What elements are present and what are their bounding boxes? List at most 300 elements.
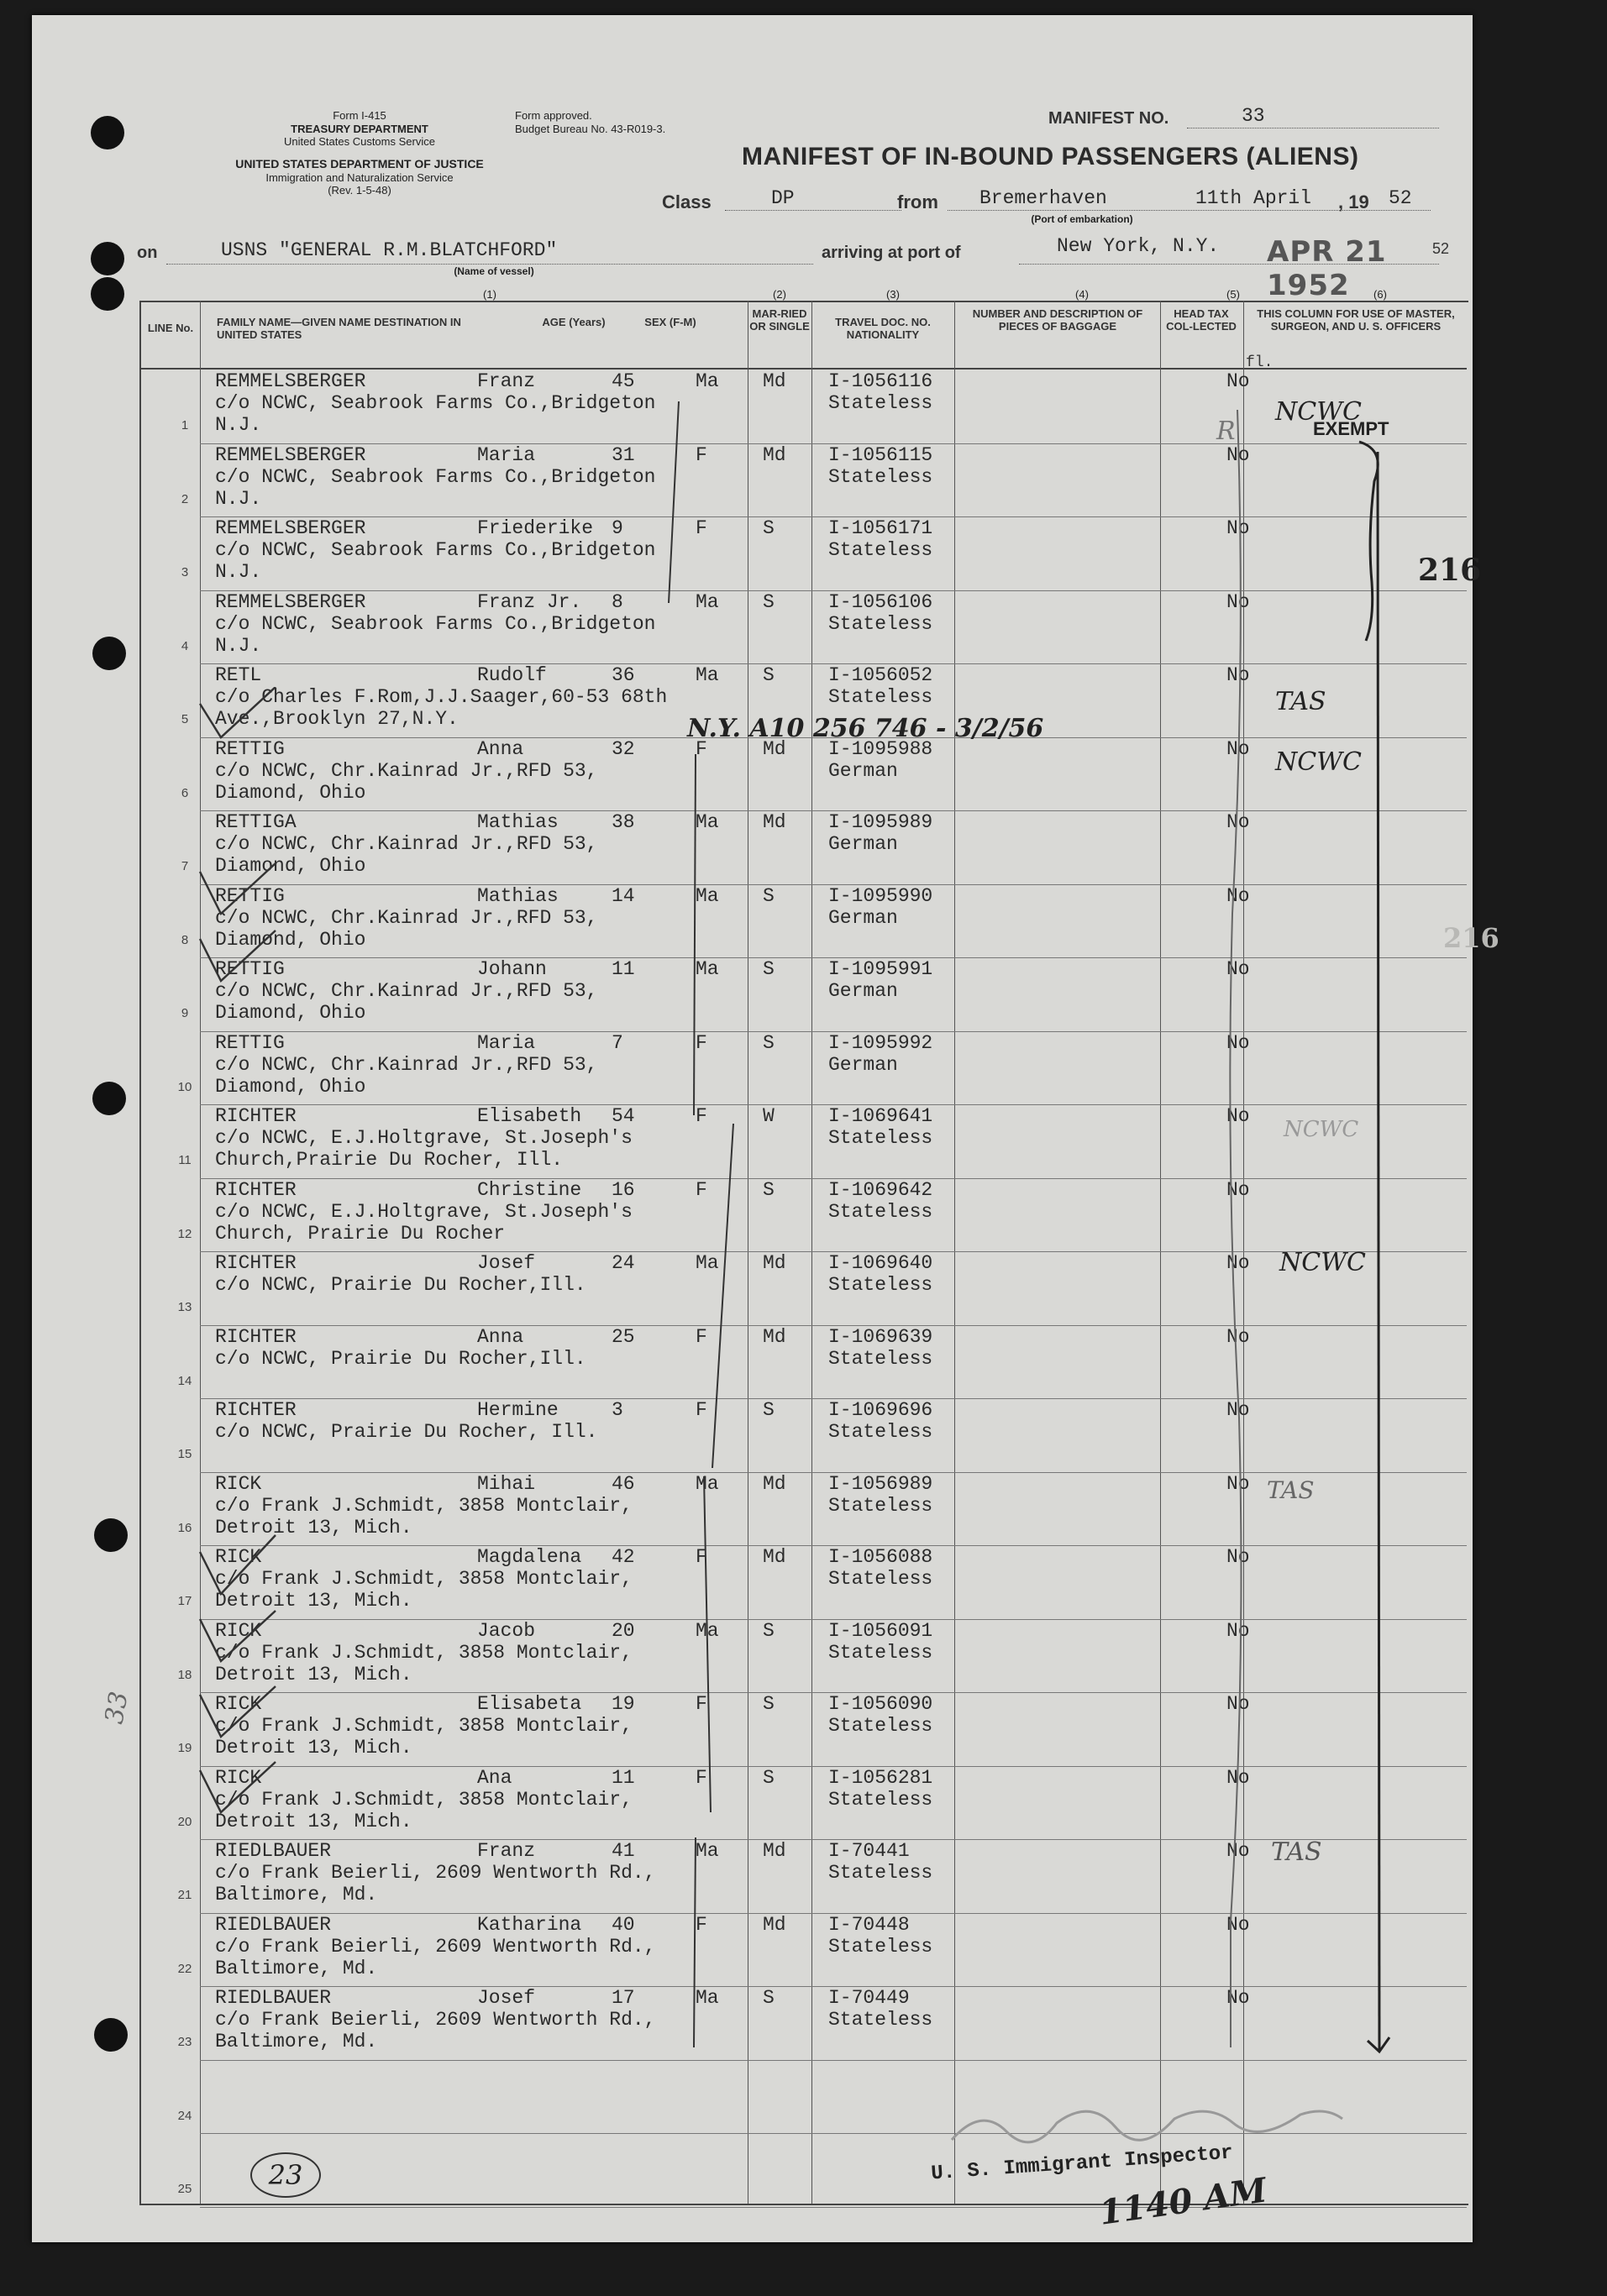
nationality: Stateless — [828, 1421, 933, 1443]
family-name: RICK — [215, 1472, 262, 1495]
vessel-name: USNS "GENERAL R.M.BLATCHFORD" — [221, 239, 558, 261]
sex: F — [696, 443, 707, 466]
given-name: Maria — [477, 443, 536, 466]
row-rule — [200, 2060, 1467, 2061]
class-value: DP — [771, 187, 795, 209]
manifest-title: MANIFEST OF IN-BOUND PASSENGERS (ALIENS) — [742, 143, 1359, 170]
sex: F — [696, 1105, 707, 1127]
family-name: RETTIG — [215, 884, 285, 907]
sex: F — [696, 1693, 707, 1715]
destination-line-1: c/o NCWC, Prairie Du Rocher, Ill. — [215, 1421, 598, 1443]
sex: F — [696, 1766, 707, 1789]
sex: F — [696, 1178, 707, 1201]
sex: Ma — [696, 370, 719, 392]
header-fl-mark: fl. — [1246, 354, 1274, 371]
age: 54 — [612, 1105, 635, 1127]
sex: Ma — [696, 958, 719, 980]
nationality: Stateless — [828, 612, 933, 635]
marital-status: Md — [763, 443, 786, 466]
sex: Ma — [696, 811, 719, 833]
family-name: RETTIG — [215, 958, 285, 980]
destination-line-1: c/o NCWC, Chr.Kainrad Jr.,RFD 53, — [215, 833, 598, 855]
age: 41 — [612, 1840, 635, 1862]
given-name: Josef — [477, 1252, 536, 1274]
line-number: 22 — [177, 1961, 192, 1976]
line-number: 13 — [177, 1300, 192, 1314]
line-number: 8 — [181, 932, 189, 947]
given-name: Friederike — [477, 517, 594, 539]
ins-service: Immigration and Naturalization Service — [265, 171, 454, 184]
col-num-4: (4) — [1075, 288, 1089, 301]
marital-status: S — [763, 1031, 775, 1054]
marital-status: S — [763, 1619, 775, 1642]
line-number: 24 — [177, 2108, 192, 2123]
age: 11 — [612, 958, 635, 980]
marital-status: S — [763, 1766, 775, 1789]
nationality: Stateless — [828, 1935, 933, 1958]
destination-line-2: Detroit 13, Mich. — [215, 1516, 412, 1539]
nationality: Stateless — [828, 1494, 933, 1517]
sex: F — [696, 517, 707, 539]
head-tax: No — [1226, 1031, 1250, 1054]
head-tax: No — [1226, 517, 1250, 539]
marital-status: Md — [763, 370, 786, 392]
line-number: 6 — [181, 785, 189, 800]
nationality: Stateless — [828, 1788, 933, 1811]
travel-doc-no: I-1069696 — [828, 1399, 933, 1421]
age: 19 — [612, 1693, 635, 1715]
destination-line-1: c/o NCWC, Chr.Kainrad Jr.,RFD 53, — [215, 759, 598, 782]
family-brackets — [654, 393, 754, 2056]
destination-line-2: Detroit 13, Mich. — [215, 1663, 412, 1685]
marital-status: S — [763, 590, 775, 613]
punch-hole — [91, 277, 124, 311]
travel-doc-no: I-1095989 — [828, 811, 933, 833]
line-number: 15 — [177, 1447, 192, 1461]
header-travel-doc: TRAVEL DOC. NO. NATIONALITY — [835, 316, 931, 341]
manifest-table — [139, 301, 1468, 2205]
age: 46 — [612, 1472, 635, 1495]
col-num-2: (2) — [773, 288, 786, 301]
marital-status: Md — [763, 1472, 786, 1495]
line-number: 25 — [177, 2182, 192, 2196]
manifest-no-label: MANIFEST NO. — [1048, 109, 1169, 128]
age: 17 — [612, 1987, 635, 2009]
ncwc-mark-3: NCWC — [1284, 1117, 1359, 1142]
r-mark: R — [1216, 417, 1236, 446]
family-name: RICHTER — [215, 1399, 297, 1421]
age: 25 — [612, 1325, 635, 1348]
sex: F — [696, 1546, 707, 1568]
head-tax: No — [1226, 958, 1250, 980]
sex: Ma — [696, 1840, 719, 1862]
given-name: Katharina — [477, 1913, 582, 1936]
line-number: 17 — [177, 1594, 192, 1608]
line-number: 5 — [181, 712, 189, 726]
nationality: Stateless — [828, 686, 933, 708]
head-tax: No — [1226, 1619, 1250, 1642]
family-name: RICHTER — [215, 1105, 297, 1127]
travel-doc-no: I-70441 — [828, 1840, 910, 1862]
header-married: MAR-RIED OR SINGLE — [749, 307, 810, 333]
revision: (Rev. 1-5-48) — [328, 184, 391, 197]
destination-line-1: c/o NCWC, Seabrook Farms Co.,Bridgeton — [215, 465, 656, 488]
head-tax: No — [1226, 590, 1250, 613]
check-marks — [183, 687, 301, 2031]
alien-registration-note: N.Y. A10 256 746 - 3/2/56 — [687, 714, 1044, 743]
sex: F — [696, 1399, 707, 1421]
nationality: Stateless — [828, 465, 933, 488]
nationality: Stateless — [828, 1862, 933, 1884]
head-tax: No — [1226, 443, 1250, 466]
customs-service: United States Customs Service — [284, 135, 435, 148]
family-name: RETTIG — [215, 1031, 285, 1054]
marital-status: S — [763, 1693, 775, 1715]
line-number: 2 — [181, 491, 189, 506]
age: 32 — [612, 737, 635, 760]
destination-line-2: Baltimore, Md. — [215, 1957, 378, 1979]
line-number: 7 — [181, 859, 189, 873]
family-name: REMMELSBERGER — [215, 443, 366, 466]
nationality: German — [828, 1053, 898, 1076]
age: 36 — [612, 664, 635, 686]
head-tax: No — [1226, 1472, 1250, 1495]
sex: F — [696, 1325, 707, 1348]
travel-doc-no: I-1095988 — [828, 737, 933, 760]
sail-date: 11th April — [1195, 187, 1312, 209]
from-label: from — [897, 191, 938, 212]
destination-line-2: Diamond, Ohio — [215, 928, 366, 951]
header-sex: SEX (F-M) — [644, 316, 696, 328]
head-tax: No — [1226, 884, 1250, 907]
given-name: Mathias — [477, 811, 559, 833]
punch-hole — [94, 1518, 128, 1552]
destination-line-1: c/o NCWC, E.J.Holtgrave, St.Joseph's — [215, 1200, 633, 1223]
on-label: on — [137, 244, 158, 262]
header-name: FAMILY NAME—GIVEN NAME DESTINATION IN UNITED STATES — [217, 316, 461, 341]
nationality: Stateless — [828, 1641, 933, 1664]
family-name: RICK — [215, 1766, 262, 1789]
given-name: Franz — [477, 370, 536, 392]
col-num-5: (5) — [1226, 288, 1240, 301]
family-name: RETL — [215, 664, 262, 686]
line-number: 19 — [177, 1741, 192, 1755]
nationality: Stateless — [828, 392, 933, 414]
line-number: 23 — [177, 2035, 192, 2049]
exempt-stamp: EXEMPT — [1313, 418, 1389, 439]
punch-hole — [91, 242, 124, 275]
header-officers: THIS COLUMN FOR USE OF MASTER, SURGEON, AND U. S. OFFICERS — [1257, 307, 1455, 333]
destination-line-1: c/o NCWC, Prairie Du Rocher,Ill. — [215, 1347, 586, 1370]
destination-line-2: Ave.,Brooklyn 27,N.Y. — [215, 708, 459, 730]
date-stamp: APR 21 1952 — [1267, 235, 1387, 302]
given-name: Mihai — [477, 1472, 536, 1495]
marital-status: S — [763, 1399, 775, 1421]
ncwc-mark-2: NCWC — [1275, 747, 1362, 777]
family-name: RICK — [215, 1546, 262, 1568]
destination-line-1: c/o NCWC, Seabrook Farms Co.,Bridgeton — [215, 392, 656, 414]
age: 20 — [612, 1619, 635, 1642]
given-name: Magdalena — [477, 1546, 582, 1568]
stamp-suffix: 52 — [1432, 240, 1450, 257]
punch-hole — [92, 1082, 126, 1115]
port-embark-caption: (Port of embarkation) — [1031, 213, 1133, 225]
family-name: RICK — [215, 1693, 262, 1715]
punch-hole — [94, 2018, 128, 2052]
line-number: 16 — [177, 1520, 192, 1535]
destination-line-2: Church, Prairie Du Rocher — [215, 1222, 506, 1245]
class-label: Class — [662, 191, 712, 212]
travel-doc-no: I-1069640 — [828, 1252, 933, 1274]
line-number: 10 — [177, 1079, 192, 1094]
given-name: Elisabeth — [477, 1105, 582, 1127]
family-name: REMMELSBERGER — [215, 517, 366, 539]
travel-doc-no: I-1056052 — [828, 664, 933, 686]
age: 24 — [612, 1252, 635, 1274]
travel-doc-no: I-1056090 — [828, 1693, 933, 1715]
sex: F — [696, 1031, 707, 1054]
destination-line-1: c/o Frank Beierli, 2609 Wentworth Rd., — [215, 2009, 656, 2031]
given-name: Anna — [477, 737, 524, 760]
vessel-caption: (Name of vessel) — [454, 265, 534, 277]
arrival-port: New York, N.Y. — [1057, 235, 1220, 257]
family-name: RICHTER — [215, 1178, 297, 1201]
sex: Ma — [696, 1987, 719, 2009]
line-number: 20 — [177, 1814, 192, 1829]
nationality: Stateless — [828, 539, 933, 561]
row-rule — [200, 2207, 1467, 2208]
given-name: Rudolf — [477, 664, 547, 686]
marital-status: Md — [763, 1325, 786, 1348]
age: 40 — [612, 1913, 635, 1936]
given-name: Jacob — [477, 1619, 536, 1642]
family-name: RICHTER — [215, 1252, 297, 1274]
destination-line-1: c/o Charles F.Rom,J.J.Saager,60-53 68th — [215, 686, 668, 708]
punch-hole — [92, 637, 126, 670]
family-name: REMMELSBERGER — [215, 370, 366, 392]
sex: Ma — [696, 884, 719, 907]
from-value: Bremerhaven — [979, 187, 1107, 209]
travel-doc-no: I-1069639 — [828, 1325, 933, 1348]
family-name: RIEDLBAUER — [215, 1913, 332, 1936]
inspector-signature — [948, 2089, 1351, 2157]
age: 7 — [612, 1031, 623, 1054]
head-tax: No — [1226, 1840, 1250, 1862]
line-number: 3 — [181, 565, 189, 579]
header-line-no: LINE No. — [147, 322, 194, 334]
head-tax: No — [1226, 1399, 1250, 1421]
form-approved: Form approved. — [515, 109, 592, 122]
margin-33: 33 — [99, 1689, 134, 1727]
destination-line-2: Diamond, Ohio — [215, 1002, 366, 1024]
given-name: Hermine — [477, 1399, 559, 1421]
destination-line-1: c/o NCWC, Prairie Du Rocher,Ill. — [215, 1274, 586, 1296]
header-age: AGE (Years) — [542, 316, 606, 328]
year-prefix: , 19 — [1338, 191, 1369, 212]
head-tax: No — [1226, 664, 1250, 686]
destination-line-2: Baltimore, Md. — [215, 2031, 378, 2052]
line-number: 18 — [177, 1667, 192, 1682]
treasury-dept: TREASURY DEPARTMENT — [291, 123, 428, 135]
given-name: Josef — [477, 1987, 536, 2009]
nationality: Stateless — [828, 1274, 933, 1296]
age: 42 — [612, 1546, 635, 1568]
age: 31 — [612, 443, 635, 466]
age: 38 — [612, 811, 635, 833]
year-value: 52 — [1389, 187, 1412, 209]
destination-line-1: c/o NCWC, Chr.Kainrad Jr.,RFD 53, — [215, 906, 598, 929]
age: 11 — [612, 1766, 635, 1789]
marital-status: Md — [763, 737, 786, 760]
destination-line-1: c/o Frank Beierli, 2609 Wentworth Rd., — [215, 1862, 656, 1884]
head-tax: No — [1226, 1987, 1250, 2009]
head-tax: No — [1226, 811, 1250, 833]
annotation-216: 216 — [1418, 553, 1482, 588]
destination-line-2: N.J. — [215, 634, 262, 657]
nationality: Stateless — [828, 1127, 933, 1149]
marital-status: Md — [763, 1913, 786, 1936]
ncwc-mark-4: NCWC — [1279, 1248, 1366, 1277]
col-num-1: (1) — [483, 288, 496, 301]
head-tax: No — [1226, 1913, 1250, 1936]
family-name: RETTIG — [215, 737, 285, 760]
sex: Ma — [696, 1472, 719, 1495]
travel-doc-no: I-1056106 — [828, 590, 933, 613]
destination-line-1: c/o NCWC, Seabrook Farms Co.,Bridgeton — [215, 539, 656, 561]
destination-line-2: Detroit 13, Mich. — [215, 1590, 412, 1612]
destination-line-2: Diamond, Ohio — [215, 855, 366, 877]
given-name: Maria — [477, 1031, 536, 1054]
age: 16 — [612, 1178, 635, 1201]
ncwc-mark-1: NCWC — [1275, 397, 1362, 427]
arrival-time: 1140 AM — [1096, 2170, 1269, 2233]
head-tax: No — [1226, 1693, 1250, 1715]
travel-doc-no: I-70448 — [828, 1913, 910, 1936]
travel-doc-no: I-1095990 — [828, 884, 933, 907]
family-name: RIEDLBAUER — [215, 1987, 332, 2009]
family-name: RICHTER — [215, 1325, 297, 1348]
sex: F — [696, 1913, 707, 1936]
age: 8 — [612, 590, 623, 613]
head-tax: No — [1226, 370, 1250, 392]
head-tax: No — [1226, 1105, 1250, 1127]
header-head-tax: HEAD TAX COL-LECTED — [1166, 307, 1237, 333]
head-tax: No — [1226, 1766, 1250, 1789]
tax-column-line — [1221, 410, 1254, 2056]
destination-line-2: Church,Prairie Du Rocher, Ill. — [215, 1149, 564, 1171]
col-num-6: (6) — [1373, 288, 1387, 301]
sex: Ma — [696, 664, 719, 686]
destination-line-1: c/o Frank Beierli, 2609 Wentworth Rd., — [215, 1935, 656, 1958]
travel-doc-no: I-1056115 — [828, 443, 933, 466]
line-number: 4 — [181, 638, 189, 653]
travel-doc-no: I-1069642 — [828, 1178, 933, 1201]
budget-bureau: Budget Bureau No. 43-R019-3. — [515, 123, 666, 135]
manifest-page — [32, 15, 1499, 2242]
nationality: German — [828, 833, 898, 855]
travel-doc-no: I-1056281 — [828, 1766, 933, 1789]
justice-dept: UNITED STATES DEPARTMENT OF JUSTICE — [235, 157, 484, 170]
arriving-label: arriving at port of — [822, 244, 961, 262]
marital-status: S — [763, 1178, 775, 1201]
marital-status: Md — [763, 811, 786, 833]
destination-line-2: N.J. — [215, 561, 262, 583]
sex: Ma — [696, 590, 719, 613]
family-name: REMMELSBERGER — [215, 590, 366, 613]
class-line — [725, 210, 901, 211]
destination-line-2: Diamond, Ohio — [215, 1075, 366, 1098]
age: 3 — [612, 1399, 623, 1421]
destination-line-2: N.J. — [215, 487, 262, 510]
punch-hole — [91, 116, 124, 149]
destination-line-1: c/o NCWC, Chr.Kainrad Jr.,RFD 53, — [215, 980, 598, 1002]
nationality: German — [828, 759, 898, 782]
destination-line-1: c/o NCWC, Seabrook Farms Co.,Bridgeton — [215, 612, 656, 635]
nationality: Stateless — [828, 1715, 933, 1737]
line-number: 9 — [181, 1006, 189, 1020]
annotation-216-faint: 216 — [1443, 922, 1499, 954]
travel-doc-no: I-1056116 — [828, 370, 933, 392]
head-tax: No — [1226, 1325, 1250, 1348]
age: 45 — [612, 370, 635, 392]
given-name: Franz — [477, 1840, 536, 1862]
destination-line-1: c/o Frank J.Schmidt, 3858 Montclair, — [215, 1788, 633, 1811]
form-number: Form I-415 — [333, 109, 386, 122]
travel-doc-no: I-1056091 — [828, 1619, 933, 1642]
given-name: Johann — [477, 958, 547, 980]
marital-status: Md — [763, 1252, 786, 1274]
given-name: Anna — [477, 1325, 524, 1348]
tas-mark-3: TAS — [1271, 1837, 1322, 1867]
head-tax: No — [1226, 1252, 1250, 1274]
family-name: RICK — [215, 1619, 262, 1642]
given-name: Mathias — [477, 884, 559, 907]
travel-doc-no: I-1056989 — [828, 1472, 933, 1495]
destination-line-2: Detroit 13, Mich. — [215, 1737, 412, 1759]
destination-line-1: c/o Frank J.Schmidt, 3858 Montclair, — [215, 1494, 633, 1517]
destination-line-1: c/o Frank J.Schmidt, 3858 Montclair, — [215, 1568, 633, 1590]
destination-line-2: Detroit 13, Mich. — [215, 1810, 412, 1832]
marital-status: S — [763, 664, 775, 686]
destination-line-2: Diamond, Ohio — [215, 781, 366, 804]
family-name: RETTIGA — [215, 811, 297, 833]
line-number: 11 — [178, 1153, 192, 1167]
travel-doc-no: I-1056171 — [828, 517, 933, 539]
sex: Ma — [696, 1619, 719, 1642]
head-tax: No — [1226, 1546, 1250, 1568]
line-number: 1 — [181, 418, 189, 432]
col-sep — [954, 301, 955, 2204]
marital-status: Md — [763, 1546, 786, 1568]
destination-line-1: c/o NCWC, E.J.Holtgrave, St.Joseph's — [215, 1127, 633, 1149]
circled-23: 23 — [250, 2152, 321, 2198]
destination-line-1: c/o Frank J.Schmidt, 3858 Montclair, — [215, 1641, 633, 1664]
marital-status: W — [763, 1105, 775, 1127]
given-name: Ana — [477, 1766, 512, 1789]
marital-status: S — [763, 958, 775, 980]
vessel-line — [166, 264, 813, 265]
marital-status: S — [763, 1987, 775, 2009]
marital-status: S — [763, 884, 775, 907]
line-number: 14 — [177, 1373, 192, 1388]
given-name: Franz Jr. — [477, 590, 582, 613]
tas-mark-1: TAS — [1275, 687, 1326, 716]
nationality: Stateless — [828, 1200, 933, 1223]
header-baggage: NUMBER AND DESCRIPTION OF PIECES OF BAGGAGE — [972, 307, 1143, 333]
destination-line-1: c/o Frank J.Schmidt, 3858 Montclair, — [215, 1715, 633, 1737]
given-name: Christine — [477, 1178, 582, 1201]
family-name: RIEDLBAUER — [215, 1840, 332, 1862]
